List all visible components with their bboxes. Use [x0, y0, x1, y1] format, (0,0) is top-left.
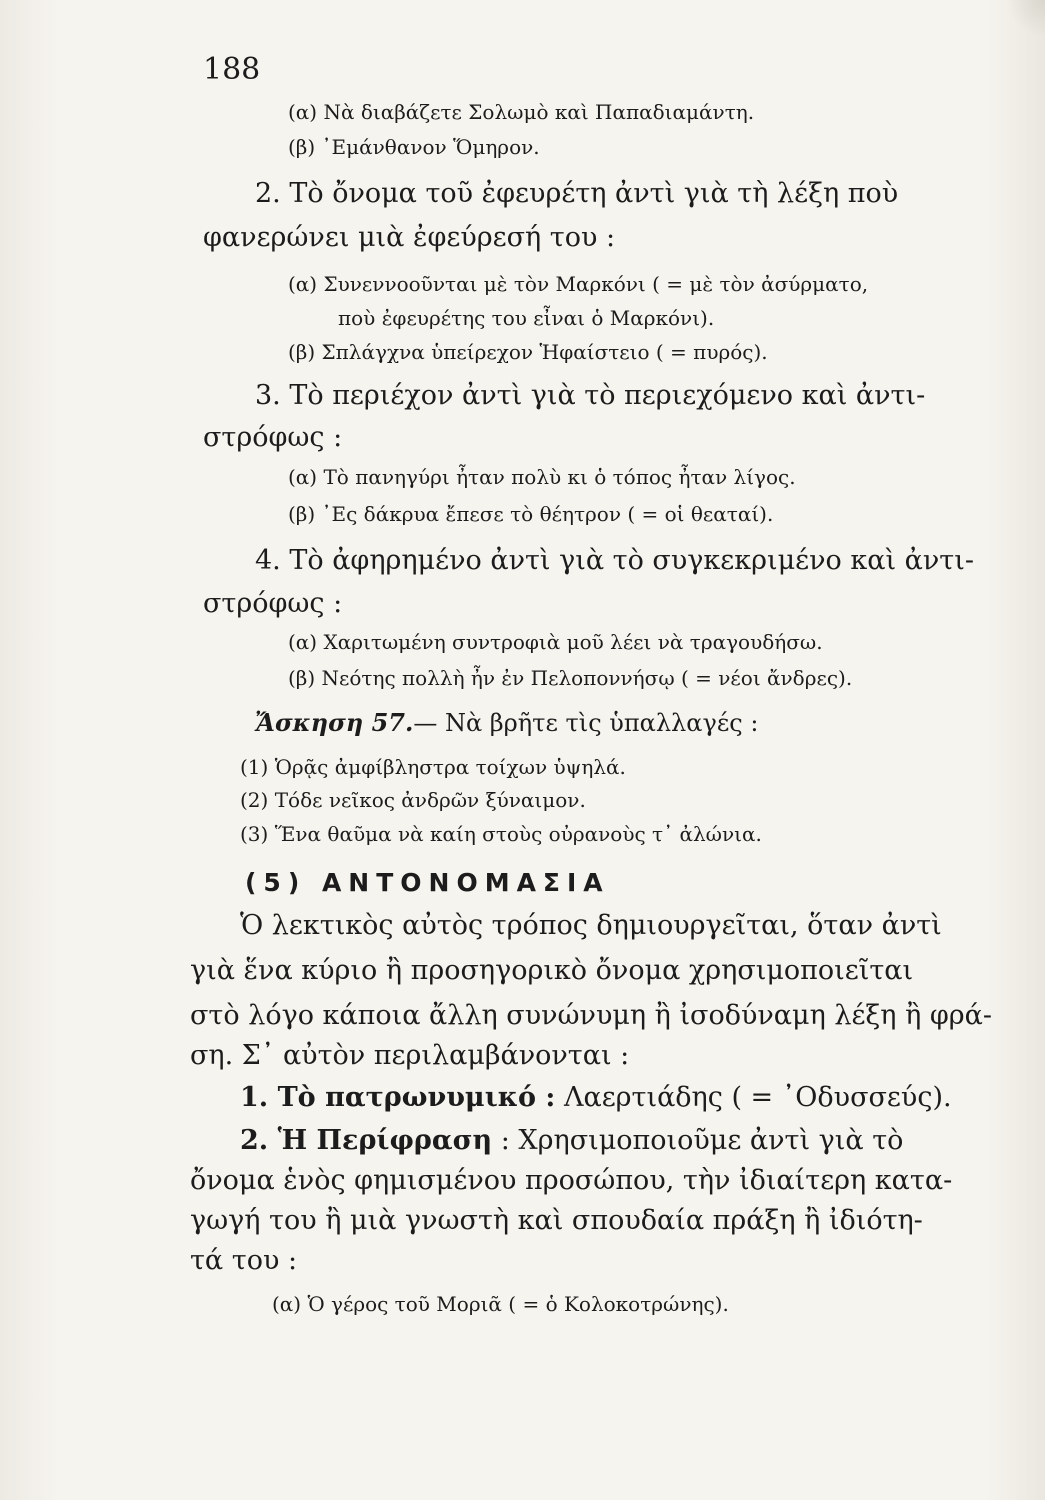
- section-heading: (5) ΑΝΤΟΝΟΜΑΣΙΑ: [245, 868, 610, 897]
- page-number: 188: [203, 52, 261, 87]
- text-line: φανερώνει μιὰ ἐφεύρεσή του :: [203, 222, 616, 253]
- paragraph-line: ση. Σ᾽ αὐτὸν περιλαμβάνονται :: [190, 1040, 630, 1071]
- paragraph-line: γωγή του ἢ μιὰ γνωστὴ καὶ σπουδαία πράξη ἢ ἰδιότη-: [190, 1205, 923, 1236]
- example-line: (β) ᾽Εμάνθανον Ὅμηρον.: [288, 135, 540, 159]
- paragraph-line: στὸ λόγο κάποια ἄλλη συνώνυμη ἢ ἰσοδύναμη λέξη ἢ φρά-: [190, 1000, 992, 1031]
- example-line: ποὺ ἐφευρέτης του εἶναι ὁ Μαρκόνι).: [338, 306, 715, 330]
- list-item-heading: 4. Τὸ ἀφηρημένο ἀντὶ γιὰ τὸ συγκεκριμένο καὶ ἀντι-: [255, 545, 974, 576]
- example-line: (β) Νεότης πολλὴ ἦν ἐν Πελοποννήσῳ ( = νέοι ἄνδρες).: [288, 666, 853, 690]
- example-line: (α) Συνεννοοῦνται μὲ τὸν Μαρκόνι ( = μὲ τὸν ἀσύρματο,: [288, 272, 869, 296]
- text-line: στρόφως :: [203, 422, 343, 453]
- example-line: (β) ᾽Ες δάκρυα ἔπεσε τὸ θέητρον ( = οἱ θεαταί).: [288, 502, 774, 526]
- page-corner-shadow: [1005, 0, 1045, 35]
- list-item-heading: 3. Τὸ περιέχον ἀντὶ γιὰ τὸ περιεχόμενο καὶ ἀντι-: [255, 380, 926, 411]
- exercise-item: (2) Τόδε νεῖκος ἀνδρῶν ξύναιμον.: [240, 788, 586, 812]
- list-item-heading: 2. Τὸ ὄνομα τοῦ ἐφευρέτη ἀντὶ γιὰ τὴ λέξη ποὺ: [255, 178, 899, 209]
- example-line: (α) Ὁ γέρος τοῦ Μοριᾶ ( = ὁ Κολοκοτρώνης).: [272, 1292, 729, 1316]
- paragraph-line: Ὁ λεκτικὸς αὐτὸς τρόπος δημιουργεῖται, ὅταν ἀντὶ: [240, 910, 942, 941]
- example-line: (α) Τὸ πανηγύρι ἦταν πολὺ κι ὁ τόπος ἦταν λίγος.: [288, 465, 796, 489]
- list-item-heading: [240, 1125, 903, 1156]
- example-line: (α) Νὰ διαβάζετε Σολωμὸ καὶ Παπαδιαμάντη.: [288, 100, 755, 124]
- exercise-item: (1) Ὁρᾷς ἀμφίβληστρα τοίχων ὑψηλά.: [240, 755, 626, 779]
- example-line: (β) Σπλάγχνα ὑπείρεχον Ἡφαίστειο ( = πυρός).: [288, 340, 768, 364]
- item-label: 1. Τὸ πατρωνυμικό :: [240, 1082, 556, 1113]
- paragraph-line: γιὰ ἕνα κύριο ἢ προσηγορικὸ ὄνομα χρησιμοποιεῖται: [190, 955, 914, 986]
- paragraph-line: ὄνομα ἑνὸς φημισμένου προσώπου, τὴν ἰδιαίτερη κατα-: [190, 1165, 953, 1196]
- example-line: (α) Χαριτωμένη συντροφιὰ μοῦ λέει νὰ τραγουδήσω.: [288, 630, 823, 654]
- item-text: Λαερτιάδης ( = ᾽Οδυσσεύς).: [555, 1082, 952, 1113]
- text-line: στρόφως :: [203, 588, 343, 619]
- list-item-heading: [240, 1082, 952, 1113]
- item-text: : Χρησιμοποιοῦμε ἀντὶ γιὰ τὸ: [492, 1125, 904, 1156]
- exercise-item: (3) Ἕνα θαῦμα νὰ καίη στοὺς οὐρανοὺς τ᾽ ἀλώνια.: [240, 822, 762, 846]
- exercise-label: Ἄσκηση 57.: [255, 708, 414, 737]
- paragraph-line: τά του :: [190, 1245, 298, 1276]
- exercise-line: [255, 708, 758, 737]
- item-label: 2. Ἡ Περίφραση: [240, 1125, 493, 1156]
- exercise-text: — Νὰ βρῆτε τὶς ὑπαλλαγές :: [413, 709, 759, 737]
